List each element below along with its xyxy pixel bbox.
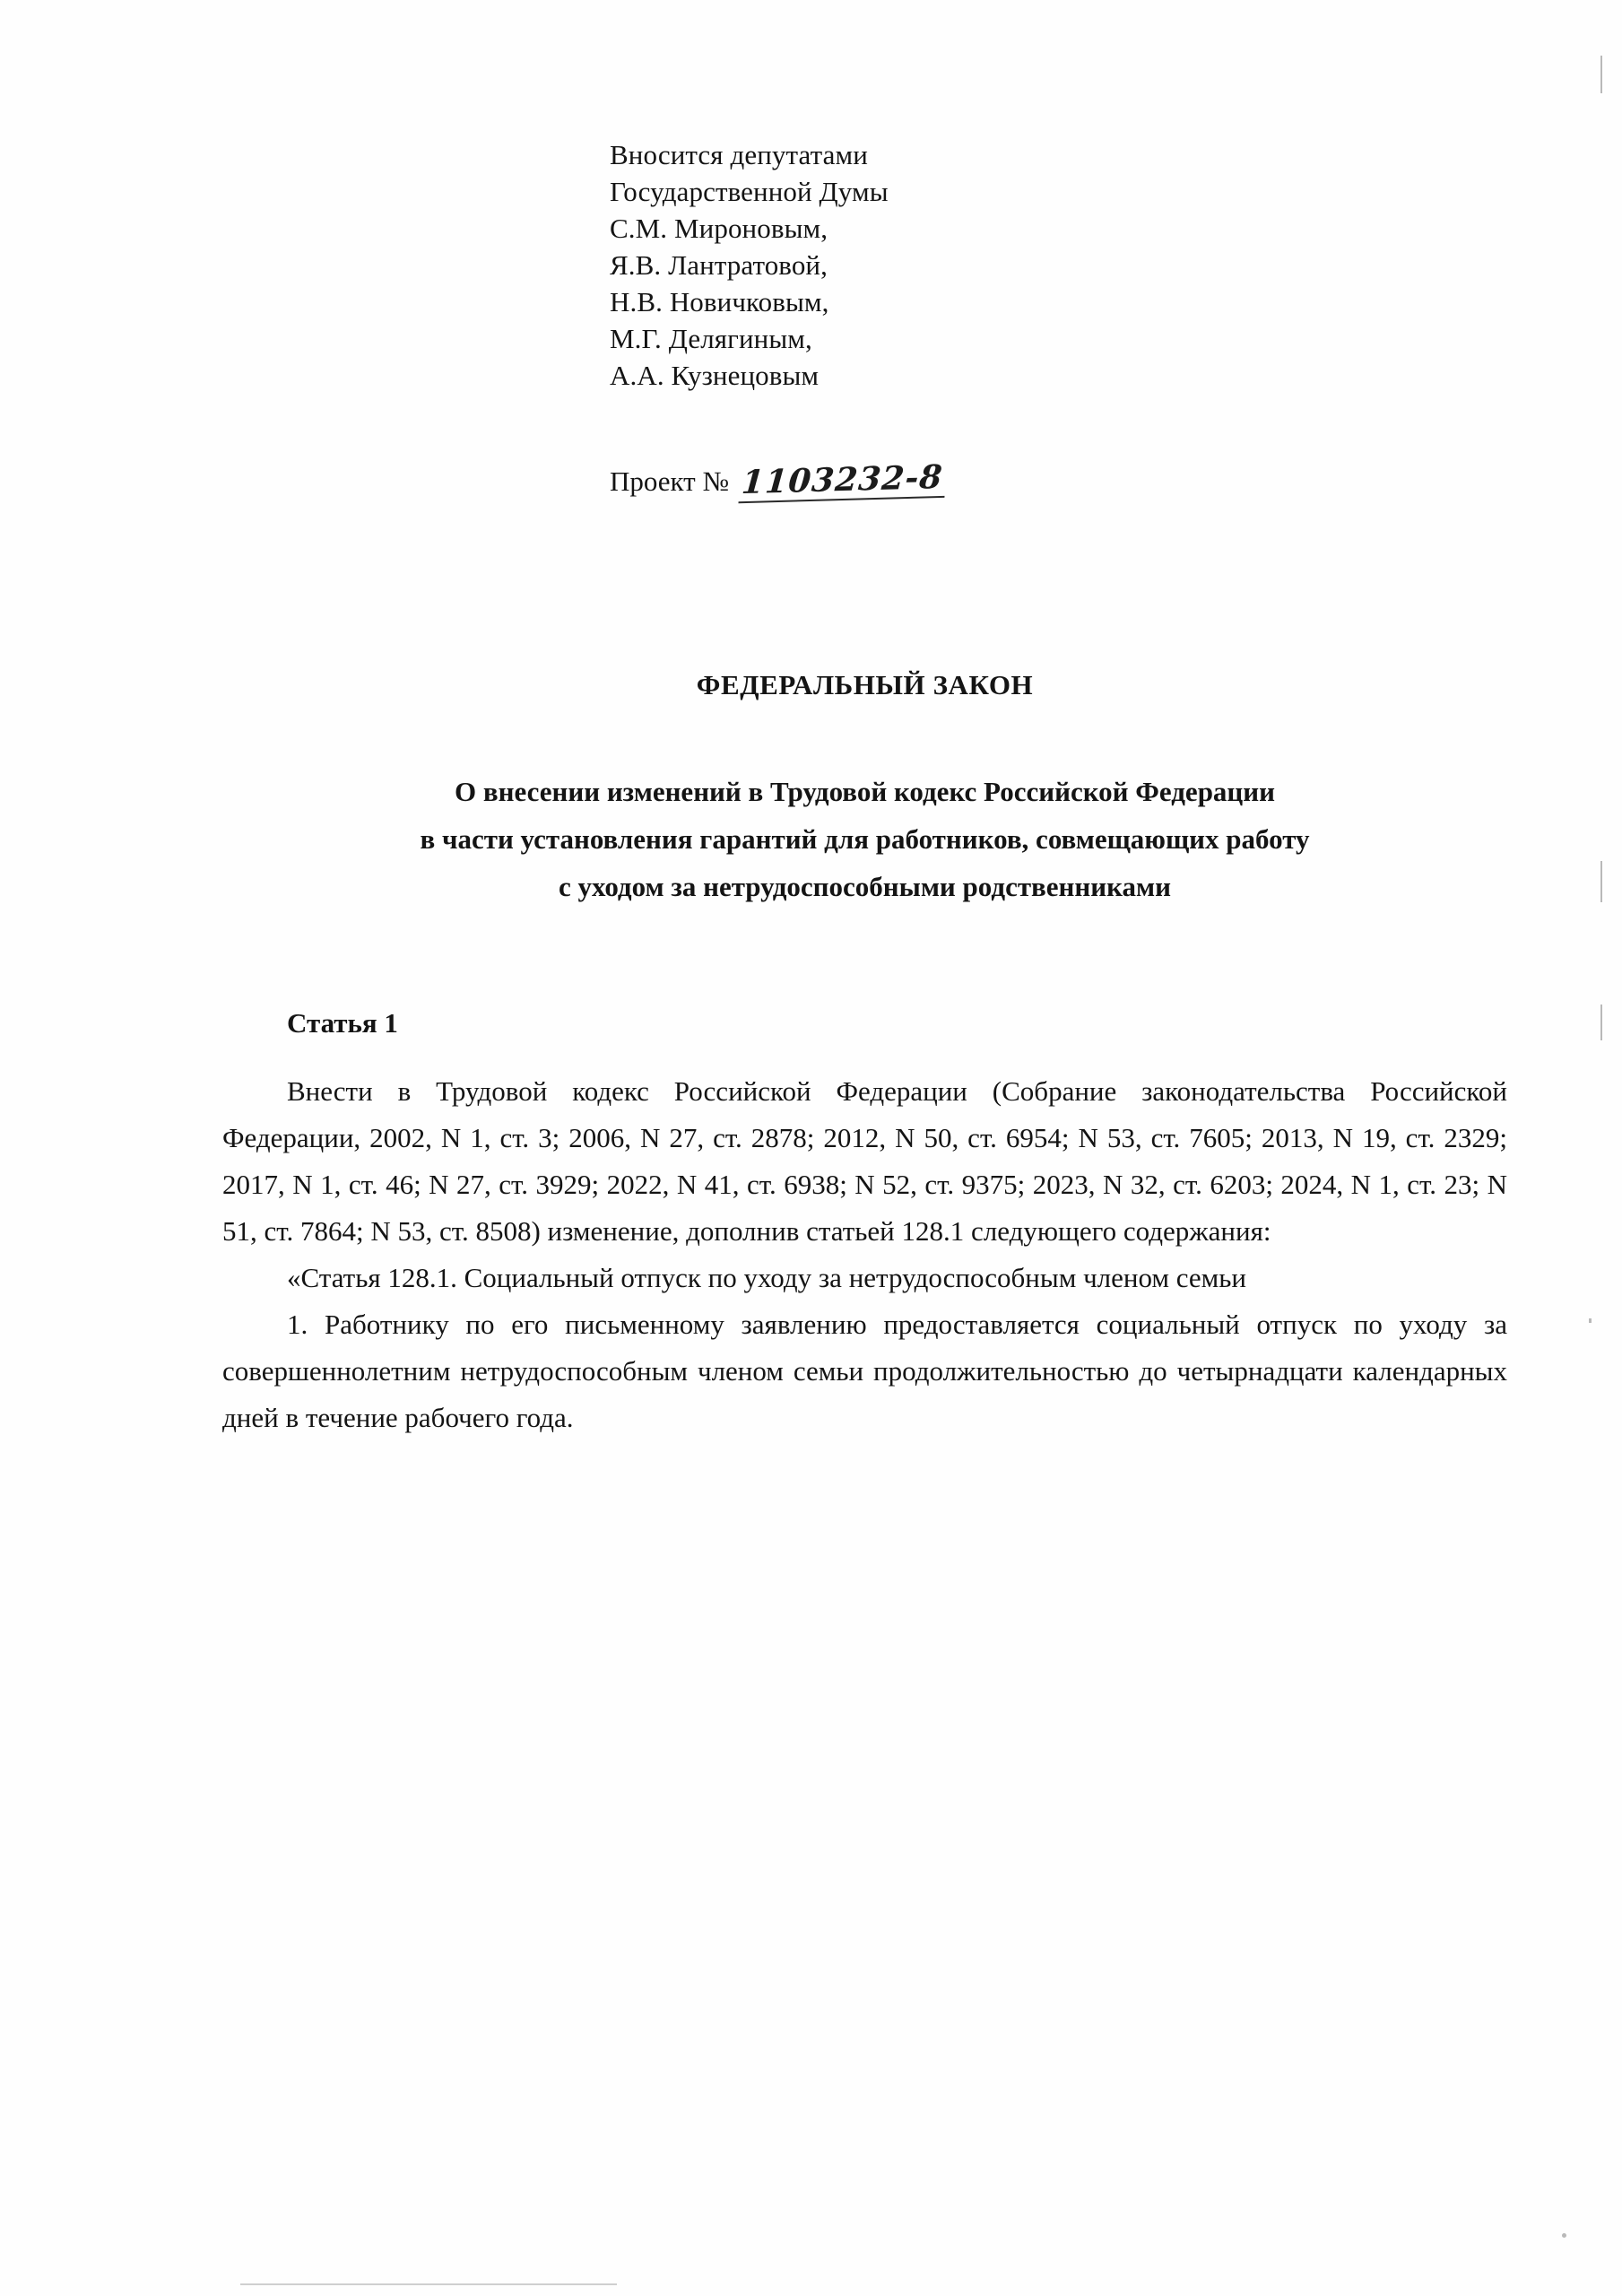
sponsor-line: С.М. Мироновым, — [610, 213, 828, 244]
scan-artifact — [1589, 1318, 1592, 1323]
document-content — [222, 0, 1507, 1441]
scan-artifact — [1600, 56, 1602, 93]
paragraph: 1. Работнику по его письменному заявлению предоставляется социальный отпуск по уходу за совершеннолетним нетрудоспособным членом семьи продолжительностью до четырнадцати календарных дней в течение рабочего года. — [222, 1309, 1507, 1433]
law-type-heading: ФЕДЕРАЛЬНЫЙ ЗАКОН — [696, 669, 1034, 700]
sponsor-line: Вносится депутатами — [610, 139, 868, 170]
scan-artifact — [1600, 861, 1602, 902]
scan-artifact — [240, 2283, 617, 2285]
article-heading: Статья 1 — [287, 1007, 398, 1039]
law-title-line: в части установления гарантий для работников, совмещающих работу — [420, 823, 1310, 855]
sponsor-line: Я.В. Лантратовой, — [610, 249, 828, 281]
paragraph: Внести в Трудовой кодекс Российской Федерации (Собрание законодательства Российской Федерации, 2002, N 1, ст. 3; 2006, N 27, ст. 2878; 2012, N 50, ст. 6954; N 53, ст. 7605; 2013, N 19, ст. 2329; 2017, N 1, ст. 46; N 27, ст. 3929; 2022, N 41, ст. 6938; N 52, ст. 9375; 2023, N 32, ст. 6203; 2024, N 1, ст. 23; N 51, ст. 7864; N 53, ст. 8508) изменение, дополнив статьей 128.1 следующего содержания: — [222, 1075, 1507, 1247]
project-label: Проект № — [610, 465, 730, 497]
law-title-line: О внесении изменений в Трудовой кодекс Российской Федерации — [454, 776, 1276, 807]
project-number-handwritten: 1103232-8 — [739, 461, 948, 504]
paragraph: «Статья 128.1. Социальный отпуск по уходу за нетрудоспособным членом семьи — [287, 1262, 1247, 1293]
sponsor-line: Государственной Думы — [610, 176, 889, 207]
law-title — [222, 768, 1507, 910]
project-number-line — [610, 457, 1507, 502]
sponsor-line: А.А. Кузнецовым — [610, 360, 820, 391]
sponsors-block — [610, 0, 1507, 394]
sponsor-line: Н.В. Новичковым, — [610, 286, 829, 317]
sponsor-line: М.Г. Делягиным, — [610, 323, 812, 354]
scan-artifact — [1600, 1004, 1602, 1040]
scan-artifact — [1562, 2233, 1566, 2238]
law-title-line: с уходом за нетрудоспособными родственниками — [558, 871, 1172, 902]
